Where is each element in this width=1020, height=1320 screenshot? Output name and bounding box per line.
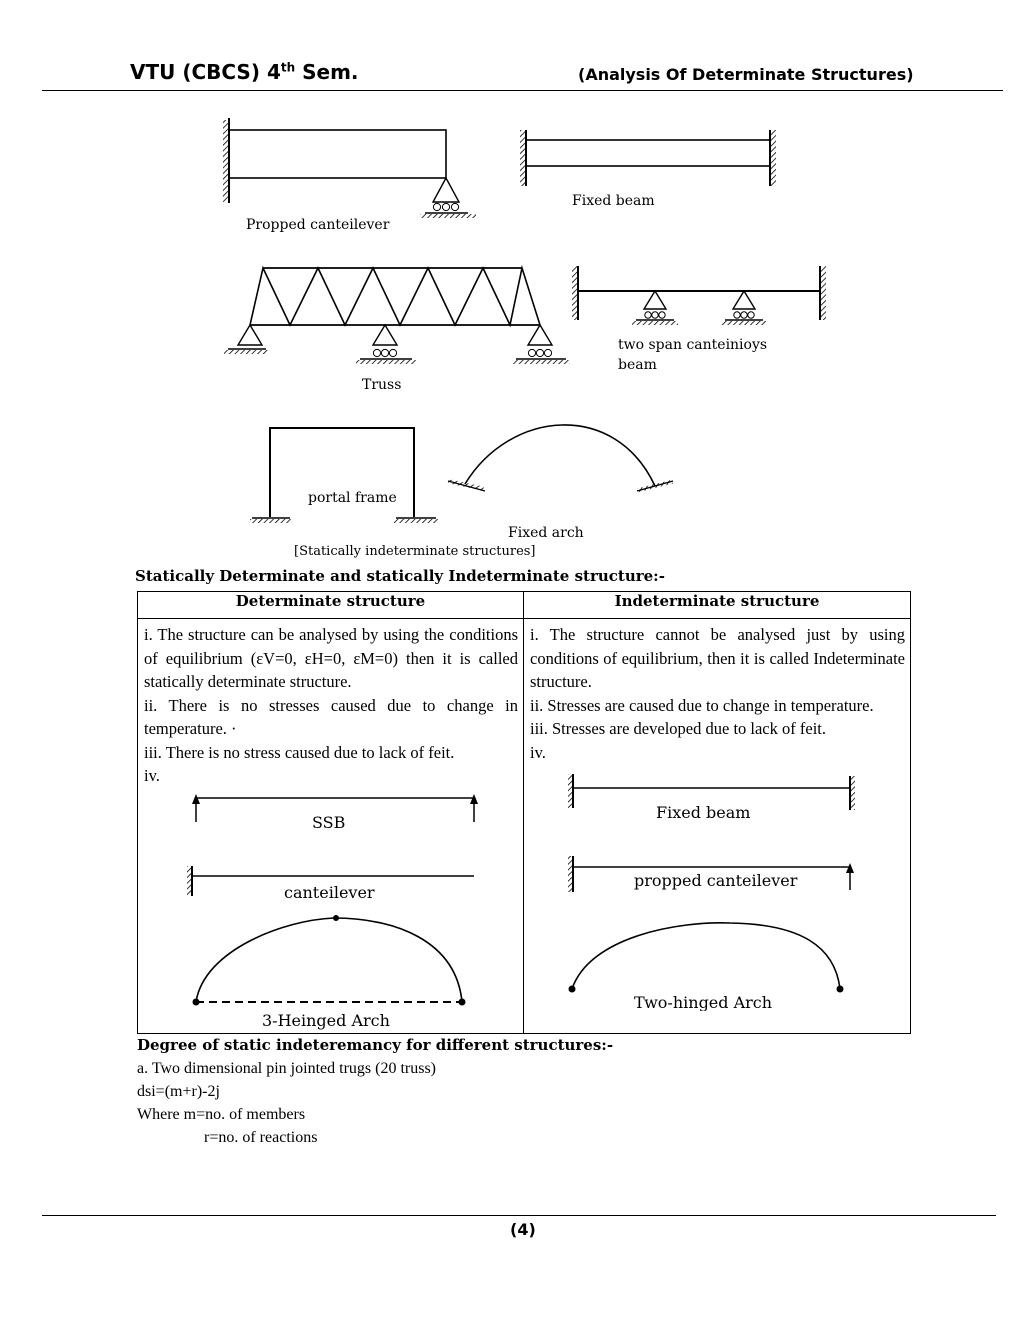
three-hinged-arch-diagram	[193, 915, 466, 1006]
dsi-line-a: a. Two dimensional pin jointed trugs (20 truss)	[137, 1060, 436, 1077]
document-header-title: VTU (CBCS) 4th Sem.	[130, 60, 359, 84]
indeterminate-point-3: iii. Stresses are developed due to lack of feit.	[530, 719, 826, 738]
two-hinged-arch-diagram	[569, 923, 844, 993]
indeterminate-structures-figure	[0, 0, 1020, 560]
label-two-span-line2: beam	[618, 357, 657, 373]
comparison-table	[137, 591, 911, 1034]
determinate-point-4: iv.	[144, 766, 160, 785]
label-portal-frame: portal frame	[308, 490, 397, 506]
label-cell-propped-cantilever: propped canteilever	[634, 871, 798, 890]
label-propped-cantilever: Propped canteilever	[246, 217, 390, 233]
section-title: Statically Determinate and statically Indeterminate structure:-	[135, 567, 665, 585]
determinate-point-3: iii. There is no stress caused due to lack of feit.	[144, 742, 455, 762]
label-truss: Truss	[362, 377, 402, 393]
dsi-section	[137, 1034, 613, 1149]
indeterminate-point-2: ii. Stresses are caused due to change in temperature.	[530, 695, 874, 715]
footer-rule	[42, 1215, 996, 1216]
determinate-point-1: i. The structure can be analysed by using the conditions of equilibrium (εV=0, εH=0, εM=0) then it is called statically determinate structure.	[144, 625, 518, 691]
dsi-where-reactions: r=no. of reactions	[204, 1129, 318, 1146]
determinate-cell	[138, 619, 524, 1034]
label-cell-fixed-beam: Fixed beam	[656, 803, 751, 822]
indeterminate-point-4: iv.	[530, 742, 546, 762]
indeterminate-cell	[524, 619, 911, 1034]
label-two-hinged-arch: Two-hinged Arch	[634, 993, 773, 1011]
document-header-subject: (Analysis Of Determinate Structures)	[578, 65, 914, 84]
page-number: (4)	[510, 1220, 536, 1239]
dsi-where-members: Where m=no. of members	[137, 1106, 306, 1123]
header-determinate: Determinate structure	[138, 592, 524, 619]
dsi-title: Degree of static indeteremancy for different structures:-	[137, 1036, 614, 1054]
header-indeterminate: Indeterminate structure	[524, 592, 911, 619]
propped-cantilever-diagram	[223, 118, 476, 218]
indeterminate-point-1: i. The structure cannot be analysed just by using conditions of equilibrium, then it is called Indeterminate structure.	[530, 625, 905, 691]
two-span-beam-diagram	[572, 266, 826, 325]
label-three-hinged-arch: 3-Heinged Arch	[262, 1010, 390, 1030]
label-cantilever: canteilever	[284, 882, 375, 902]
label-fixed-beam: Fixed beam	[572, 193, 655, 209]
label-ssb: SSB	[312, 812, 346, 832]
label-two-span-line1: two span canteinioys	[618, 337, 768, 353]
label-fixed-arch: Fixed arch	[508, 525, 584, 541]
figure-caption: [Statically indeterminate structures]	[294, 544, 536, 559]
determinate-diagrams	[144, 790, 514, 1030]
fixed-beam-diagram	[520, 130, 776, 186]
indeterminate-diagrams	[530, 766, 905, 1011]
determinate-point-2: ii. There is no stresses caused due to change in temperature. ·	[144, 695, 518, 738]
portal-frame-diagram	[250, 428, 438, 523]
dsi-formula: dsi=(m+r)-2j	[137, 1083, 220, 1100]
truss-diagram	[224, 268, 570, 364]
fixed-arch-diagram	[448, 425, 673, 492]
